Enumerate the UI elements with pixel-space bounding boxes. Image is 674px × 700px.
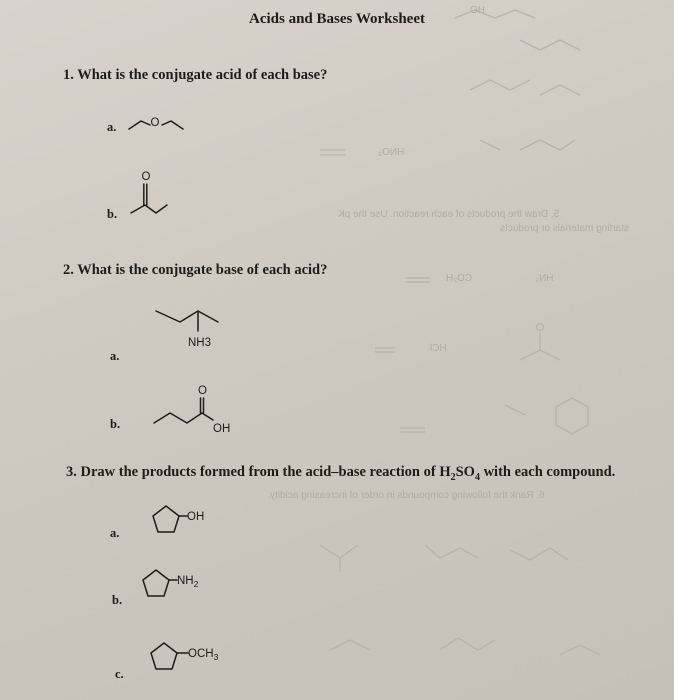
bleed-label-ho: HO [470,5,485,16]
bleed-text-line-1: 5. Draw the products of each reaction. Use the pK [338,209,560,220]
question-3c-methoxy-subscript: 3 [213,652,219,662]
bleed-formula-2: HCl [430,343,447,354]
question-2b-hydroxyl-group: OH [213,423,231,435]
question-3-prompt-start: 3. Draw the products formed from the acid–base reaction of H [66,464,451,480]
question-3-prompt-mid: SO [455,464,475,480]
question-2a-ammonium-structure [150,298,240,368]
question-3b-label: b. [112,593,123,607]
question-3c-methoxy-text: OCH [188,648,214,660]
question-3a-hydroxyl-group: OH [187,511,205,523]
question-3c-label: c. [115,667,124,681]
question-1a-ether-structure [125,108,205,138]
question-2b-label: b. [110,417,121,431]
question-3-prompt [66,464,615,483]
question-2b-carbonyl-oxygen: O [198,385,207,397]
question-3a-label: a. [110,526,120,540]
question-1-prompt: 1. What is the conjugate acid of each base? [63,67,328,83]
question-3-prompt-end: with each compound. [479,464,616,480]
bleed-formula-4: HN₃ [535,273,554,284]
bleed-text-line-3: 6. Rank the following compounds in order of increasing acidity. [268,490,545,501]
question-2a-label: a. [110,349,120,363]
bleed-text-line-2: starting materials or products [500,223,629,234]
question-1b-oxygen-atom: O [141,171,151,183]
question-1a-oxygen-atom: O [150,117,160,129]
question-3b-cyclopentylamine-structure [132,564,232,609]
bleed-formula-1: HNO₃ [378,147,405,158]
question-2-prompt: 2. What is the conjugate base of each acid? [63,262,328,278]
question-1b-label: b. [107,207,118,221]
question-3-subscript-h: 2 [450,471,456,483]
bleed-formula-3: CO₂H [446,273,473,284]
question-1b-ketone-structure [125,162,205,222]
worksheet-title: Acids and Bases Worksheet [248,11,425,27]
question-3b-amine-group [177,575,199,589]
question-3c-methoxycyclopentane-structure [140,637,250,682]
question-3b-amine-text: NH [177,575,194,587]
question-2b-carboxylic-acid-structure [150,378,250,438]
question-3c-methoxy-group [188,648,219,662]
question-1a-label: a. [107,120,117,134]
question-3-subscript-o: 4 [474,471,480,483]
question-3b-amine-subscript: 2 [193,579,199,589]
question-3a-cyclopentanol-structure [142,500,232,545]
question-2a-nh3-group: NH3 [188,337,212,349]
